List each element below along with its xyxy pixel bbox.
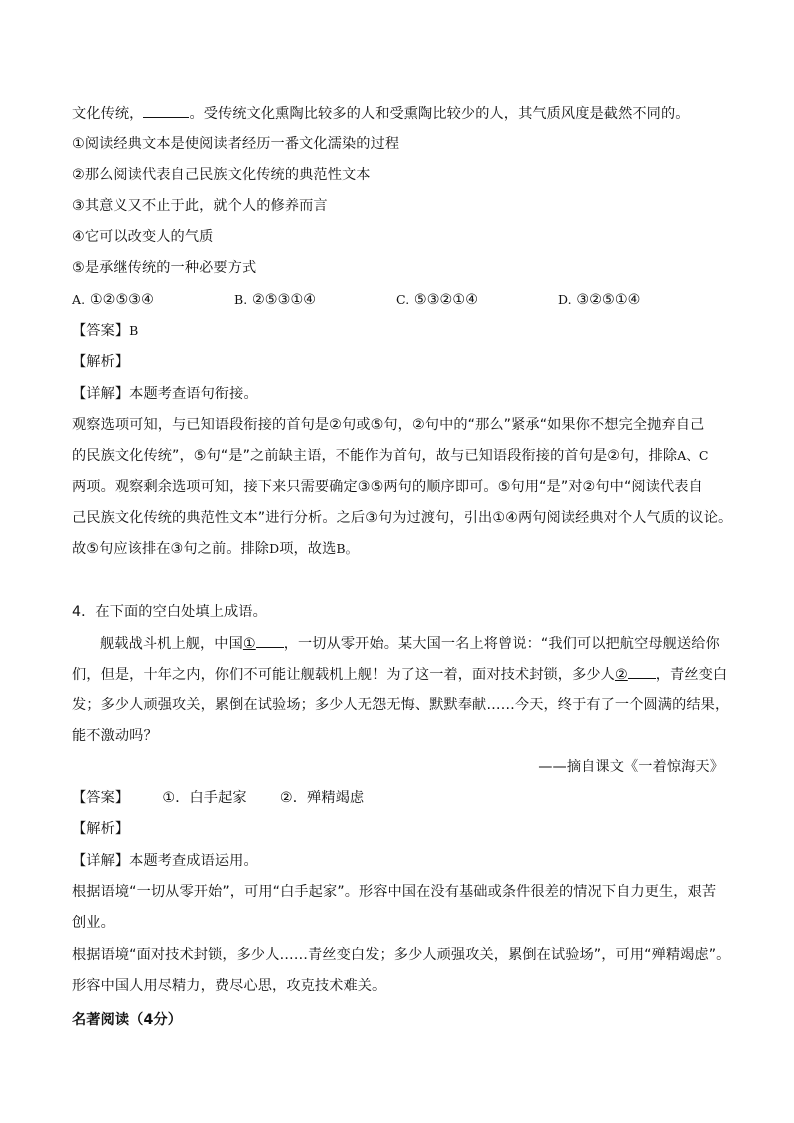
q3-intro-before: 文化传统， <box>72 106 144 122</box>
q4-detail-label: 【详解】 <box>72 853 130 869</box>
q4-answer-2: ②．殚精竭虑 <box>279 790 365 806</box>
q4-passage-line-1: 舰载战斗机上舰，中国① ，一切从零开始。某大国一名上将曾说：“我们可以把航空母舰送给你 <box>72 633 760 654</box>
q3-detail-text: 本题考查语句衔接。 <box>129 386 258 402</box>
q3-intro-line <box>72 103 732 124</box>
q4-explain-line-3: 根据语境“面对技术封锁，多少人……青丝变白发；多少人顽强攻关，累倒在试验场”，可用“殚精竭虑”。 <box>72 947 731 963</box>
section-title: 名著阅读（4分） <box>72 1012 182 1028</box>
q4-detail-text: 本题考查成语运用。 <box>129 853 258 869</box>
q3-item-4: ④它可以改变人的气质 <box>72 229 214 245</box>
q4-title: 4．在下面的空白处填上成语。 <box>72 604 267 620</box>
q3-analysis-label: 【解析】 <box>72 354 130 370</box>
q4-detail <box>72 851 732 871</box>
q4-explain-line-2: 创业。 <box>72 915 115 931</box>
q3-answer-label: 【答案】 <box>72 323 130 339</box>
q4-passage-line-3: 发；多少人顽强攻关，累倒在试验场；多少人无怨无悔、默默奉献……今天，终于有了一个圆满的结果， <box>72 697 730 713</box>
q4-analysis-label: 【解析】 <box>72 821 130 837</box>
q3-item-2: ②那么阅读代表自己民族文化传统的典范性文本 <box>72 167 371 183</box>
q3-explain-line-4: 己民族文化传统的典范性文本”进行分析。之后③句为过渡句，引出①④两句阅读经典对个人气质的议论。 <box>72 510 733 526</box>
q4-blank-2-number: ② <box>614 667 628 683</box>
q4-answer-1: ①．白手起家 <box>162 790 247 806</box>
q3-explain-line-5: 故⑤句应该排在③句之前。排除D项，故选B。 <box>72 541 359 557</box>
q4-answer <box>72 788 732 808</box>
q3-item-1: ①阅读经典文本是使阅读者经历一番文化濡染的过程 <box>72 136 400 152</box>
q3-options <box>72 290 732 310</box>
q3-explain-line-2: 的民族文化传统”，⑤句“是”之前缺主语，不能作为首句，故与已知语段衔接的首句是②句，排除A、C <box>72 448 709 464</box>
q3-option-a: A. ①②⑤③④ <box>72 292 154 308</box>
q3-item-5: ⑤是承继传统的一种必要方式 <box>72 260 257 276</box>
q4-passage-line-4: 能不激动吗？ <box>72 728 158 744</box>
q4-blank-2 <box>628 664 656 679</box>
q3-blank <box>143 103 189 118</box>
q3-detail-label: 【详解】 <box>72 386 130 402</box>
q4-explain-line-4: 形容中国人用尽精力，费尽心思，攻克技术难关。 <box>72 978 387 994</box>
q4-answer-label: 【答案】 <box>72 790 130 806</box>
q3-item-3: ③其意义又不止于此，就个人的修养而言 <box>72 198 328 214</box>
q3-answer <box>72 321 732 341</box>
q4-blank-1-number: ① <box>242 636 256 652</box>
q4-source: ——摘自课文《一着惊海天》 <box>538 759 724 775</box>
q3-option-d: D. ③②⑤①④ <box>558 292 641 308</box>
q3-detail <box>72 384 732 404</box>
q4-explain-line-1: 根据语境“一切从零开始”，可用“白手起家”。形容中国在没有基础或条件很差的情况下自力更生，艰苦 <box>72 884 717 900</box>
q3-option-c: C. ⑤③②①④ <box>396 292 479 308</box>
q3-explain-line-3: 两项。观察剩余选项可知，接下来只需要确定③⑤两句的顺序即可。⑤句用“是”对②句中“阅读代表自 <box>72 479 703 495</box>
q3-intro-after: 。受传统文化熏陶比较多的人和受熏陶比较少的人，其气质风度是截然不同的。 <box>189 106 690 122</box>
q4-passage-line-2: 们，但是，十年之内，你们不可能让舰载机上舰！为了这一着，面对技术封锁，多少人② ，青丝变白 <box>72 664 732 685</box>
q3-option-b: B. ②⑤③①④ <box>234 292 317 308</box>
q4-blank-1 <box>256 633 284 648</box>
q3-explain-line-1: 观察选项可知，与已知语段衔接的首句是②句或⑤句，②句中的“那么”紧承“如果你不想完全抛弃自己 <box>72 417 705 433</box>
q3-answer-value: B <box>129 323 139 338</box>
